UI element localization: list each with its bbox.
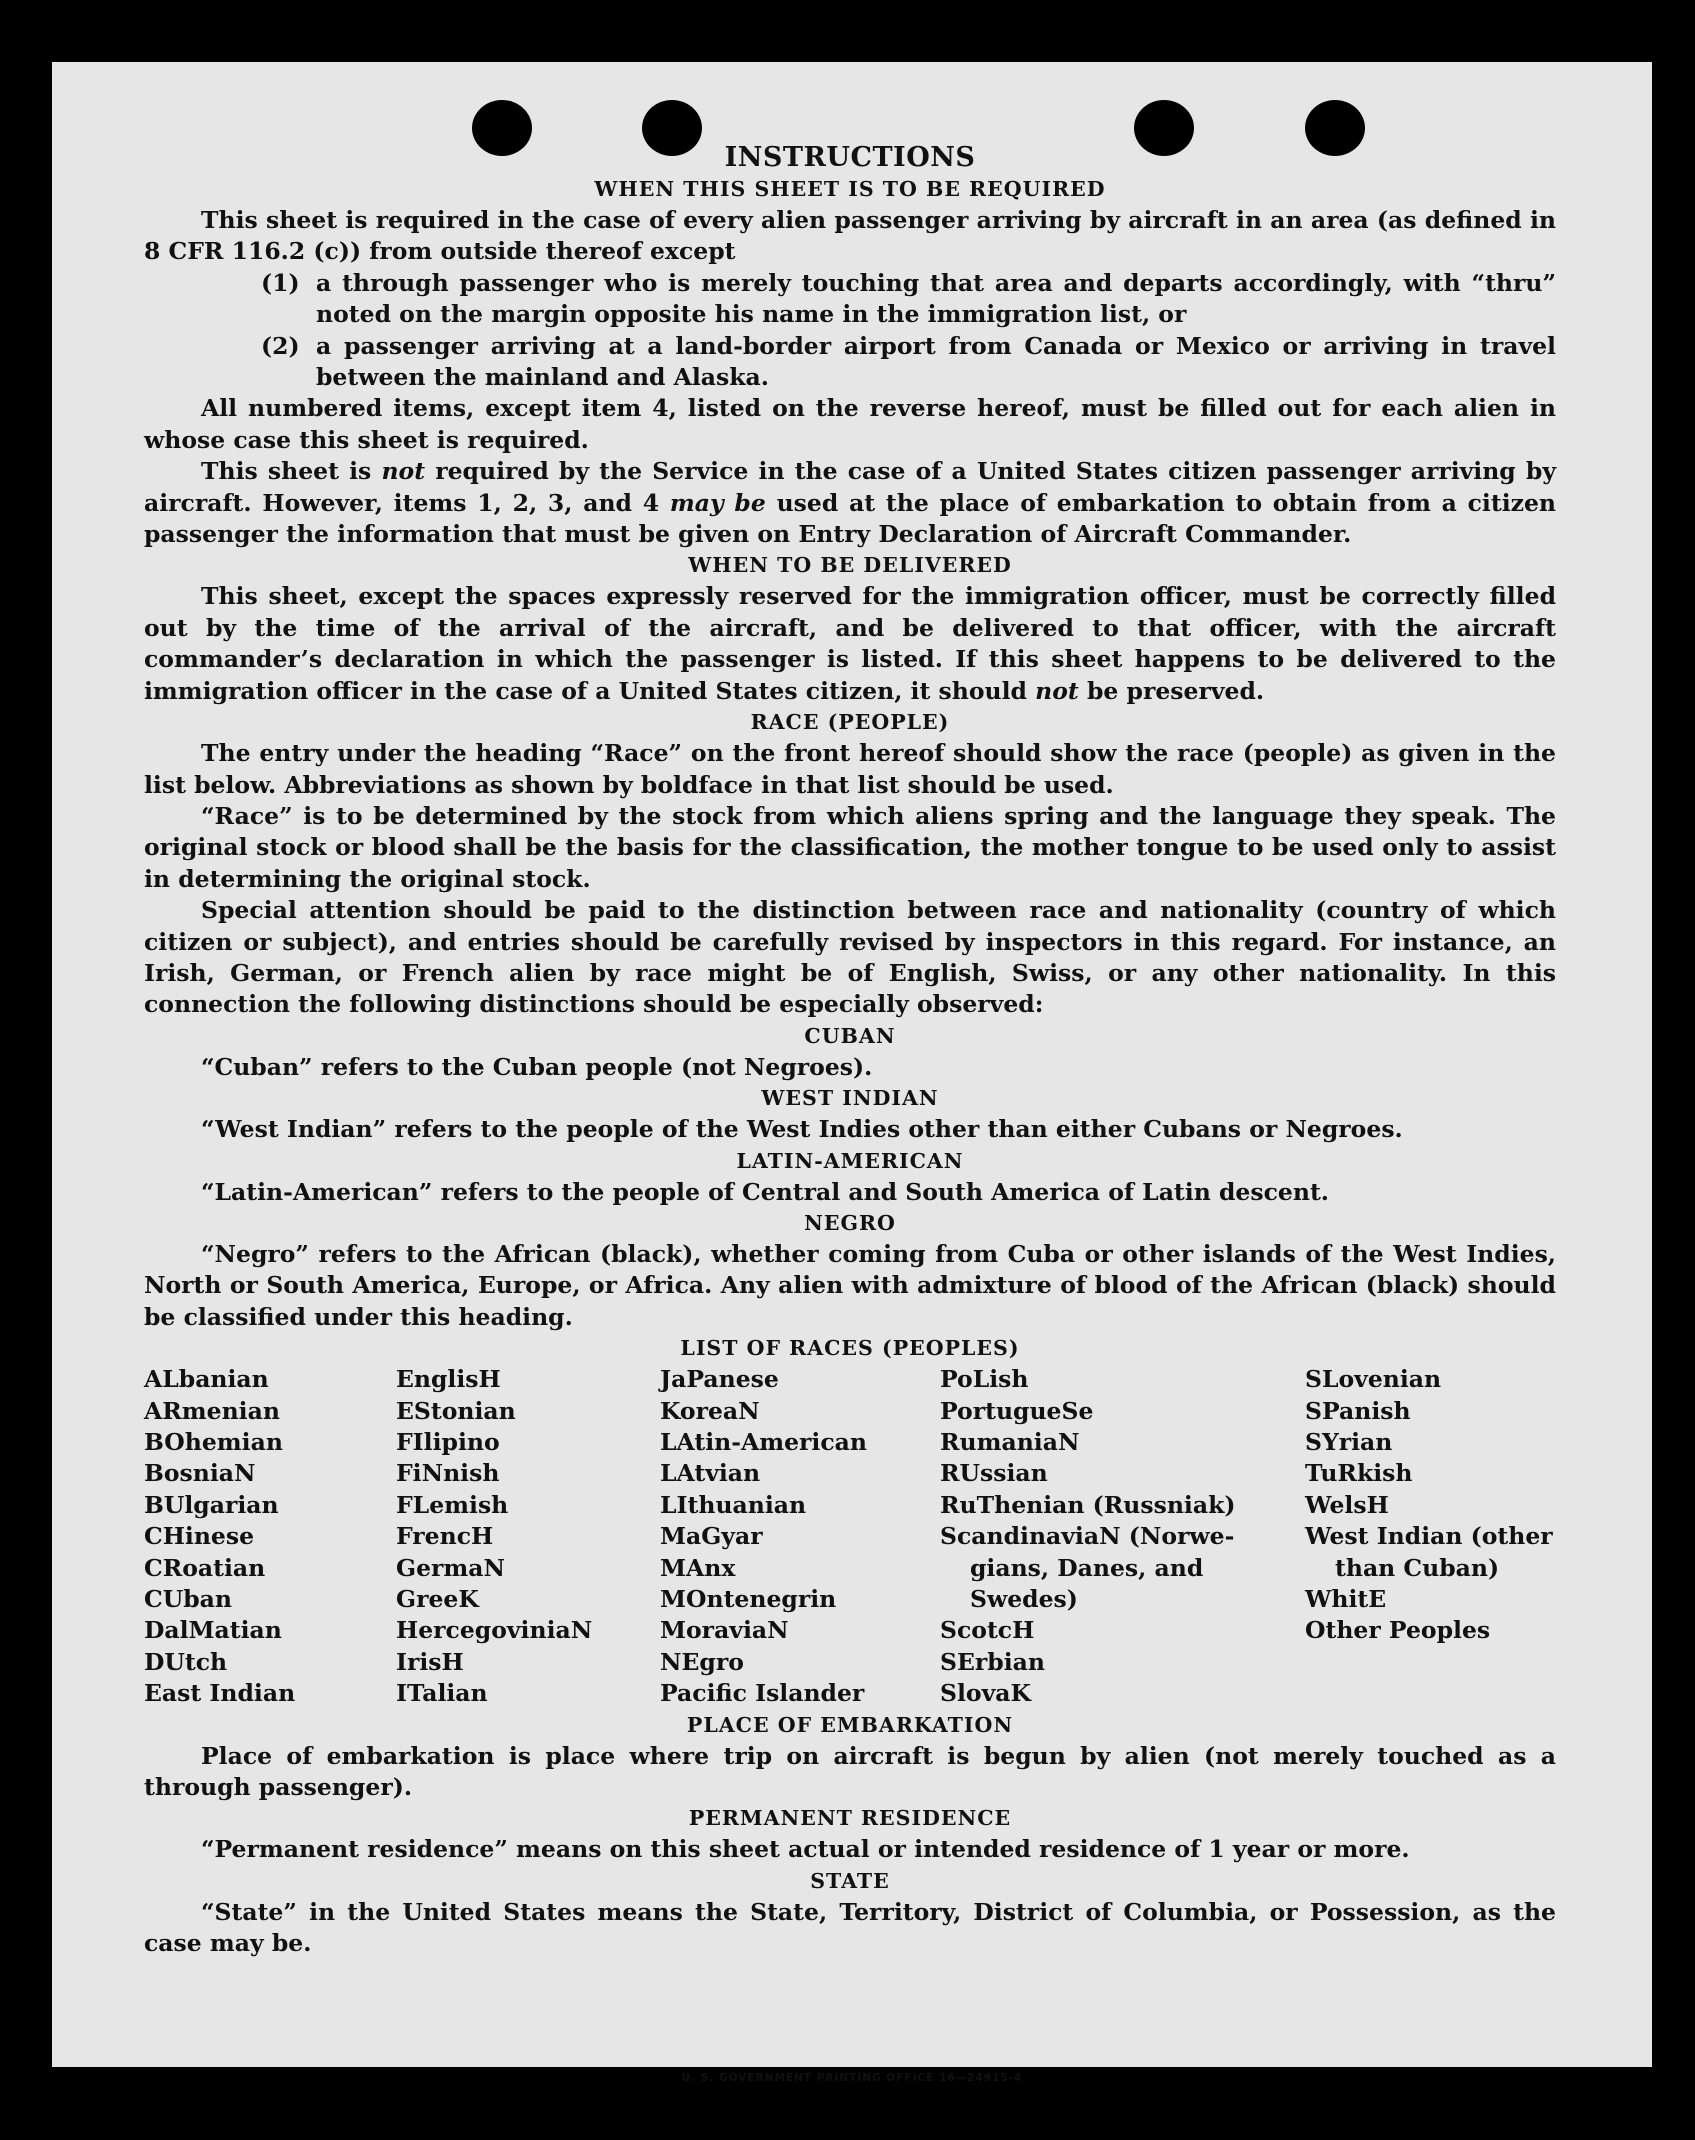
race-column [1305, 1364, 1556, 1709]
race-entry: BOhemian [144, 1428, 283, 1456]
race-entry: CUban [144, 1585, 232, 1614]
race-entry: GermaN [396, 1553, 505, 1582]
paragraph: The entry under the heading “Race” on the front hereof should show the race (people) as given in the list below. Abbreviations as shown by boldface in that list should be used. [144, 739, 1556, 799]
race-entry: West Indian (other [1305, 1522, 1553, 1551]
section-heading: WHEN TO BE DELIVERED [688, 553, 1012, 578]
race-entry: East Indian [144, 1679, 296, 1708]
race-entry: LAtin-American [660, 1428, 867, 1456]
race-entry: IrisH [396, 1647, 464, 1676]
race-entry: KoreaN [660, 1396, 760, 1425]
list-item: (1) a through passenger who is merely touching that area and departs accordingly, with “thru” noted on the margin opposite his name in the immigration list, or [261, 268, 1556, 329]
race-entry: BosniaN [144, 1459, 256, 1488]
race-entry: CHinese [144, 1522, 255, 1551]
race-entry: RUssian [940, 1459, 1048, 1488]
race-entry: SPanish [1305, 1396, 1411, 1425]
race-entry: ScandinaviaN (Norwe- [940, 1522, 1235, 1551]
race-entry: ITalian [396, 1679, 488, 1708]
printing-office-footer: U. S. GOVERNMENT PRINTING OFFICE 16—24915-4 [681, 2072, 1023, 2084]
race-entry: TuRkish [1305, 1459, 1413, 1488]
paragraph: “West Indian” refers to the people of the West Indies other than either Cubans or Negroes. [201, 1115, 1403, 1144]
race-entry: CRoatian [144, 1553, 266, 1582]
paragraph: “Cuban” refers to the Cuban people (not Negroes). [201, 1052, 873, 1081]
paragraph: This sheet is required in the case of every alien passenger arriving by aircraft in an area (as defined in 8 CFR 116.2 (c)) from outside thereof except [144, 206, 1556, 266]
instructions-content [144, 142, 1556, 1960]
race-entry: BUlgarian [144, 1490, 279, 1519]
race-column [144, 1364, 396, 1709]
race-entry: Pacific Islander [660, 1679, 865, 1708]
section-heading: PLACE OF EMBARKATION [686, 1712, 1014, 1737]
race-entry: gians, Danes, and [970, 1553, 1204, 1582]
section-heading: NEGRO [804, 1210, 896, 1235]
paragraph: “Permanent residence” means on this sheet actual or intended residence of 1 year or more. [201, 1835, 1410, 1864]
section-heading: LATIN-AMERICAN [736, 1148, 964, 1173]
race-entry: SErbian [940, 1647, 1045, 1676]
paragraph: “State” in the United States means the State, Territory, District of Columbia, or Possession, as the case may be. [144, 1897, 1556, 1958]
race-entry: WhitE [1305, 1585, 1387, 1614]
race-entry: ALbanian [144, 1365, 269, 1394]
race-entry: DUtch [144, 1647, 228, 1676]
race-entry: Swedes) [970, 1585, 1078, 1614]
paragraph: “Race” is to be determined by the stock from which aliens spring and the language they speak. The original stock or blood shall be the basis for the classification, the mother tongue to be used only to assist in determining the original stock. [144, 801, 1556, 893]
race-entry: MoraviaN [660, 1616, 789, 1645]
race-entry: ARmenian [144, 1396, 280, 1425]
race-entry: RumaniaN [940, 1428, 1080, 1456]
race-entry: JaPanese [660, 1365, 779, 1394]
race-entry: FrencH [396, 1522, 494, 1551]
race-entry: FLemish [396, 1490, 509, 1519]
race-entry: EnglisH [396, 1365, 501, 1394]
race-entry: EStonian [396, 1396, 516, 1425]
list-item: (2) a passenger arriving at a land-border airport from Canada or Mexico or arriving in travel between the mainland and Alaska. [261, 331, 1556, 392]
paragraph: All numbered items, except item 4, listed on the reverse hereof, must be filled out for each alien in whose case this sheet is required. [144, 394, 1556, 454]
race-entry: MOntenegrin [660, 1585, 837, 1614]
race-entry: RuThenian (Russniak) [940, 1490, 1236, 1519]
paragraph: “Latin-American” refers to the people of Central and South America of Latin descent. [201, 1177, 1329, 1206]
race-entry: PoLish [940, 1365, 1029, 1394]
paragraph: This sheet, except the spaces expressly reserved for the immigration officer, must be correctly filled out by the time of the arrival of the aircraft, and be delivered to that officer, with the aircraft commander’s declaration in which the passenger is listed. If this sheet happens to be delivered to the immigration officer in the case of a United States citizen, it should not be preserved. [144, 582, 1556, 705]
section-heading: PERMANENT RESIDENCE [688, 1806, 1012, 1831]
paragraph: Place of embarkation is place where trip on aircraft is begun by alien (not merely touched as a through passenger). [144, 1741, 1556, 1802]
paragraph: “Negro” refers to the African (black), whether coming from Cuba or other islands of the West Indies, North or South America, Europe, or Africa. Any alien with admixture of blood of the African (black) should be classified under this heading. [144, 1239, 1556, 1331]
page-title: INSTRUCTIONS [724, 142, 976, 173]
race-entry: WelsH [1305, 1490, 1389, 1519]
race-entry: NEgro [660, 1647, 744, 1676]
race-entry: FIlipino [396, 1428, 500, 1456]
document-sheet [52, 62, 1652, 2084]
race-column [940, 1364, 1305, 1709]
race-entry: SYrian [1305, 1428, 1393, 1456]
race-column [396, 1364, 660, 1709]
race-entry: SlovaK [940, 1679, 1031, 1708]
race-entry: GreeK [396, 1585, 479, 1614]
section-heading: WHEN THIS SHEET IS TO BE REQUIRED [594, 177, 1106, 201]
race-entry: ScotcH [940, 1616, 1035, 1645]
race-entry: HercegoviniaN [396, 1616, 593, 1645]
race-entry: PortugueSe [940, 1396, 1094, 1425]
section-heading: STATE [810, 1868, 890, 1893]
race-entry: LAtvian [660, 1459, 761, 1488]
section-heading: CUBAN [804, 1023, 896, 1048]
race-entry: Other Peoples [1305, 1616, 1491, 1645]
race-entry: than Cuban) [1335, 1553, 1500, 1582]
race-entry: SLovenian [1305, 1365, 1442, 1394]
paragraph: This sheet is not required by the Service in the case of a United States citizen passenger arriving by aircraft. However, items 1, 2, 3, and 4 may be used at the place of embarkation to obtain from a citizen passenger the information that must be given on Entry Declaration of Aircraft Commander. [144, 457, 1557, 549]
race-column [660, 1364, 940, 1709]
race-list [144, 1364, 1556, 1709]
paragraph: Special attention should be paid to the distinction between race and nationality (country of which citizen or subject), and entries should be carefully revised by inspectors in this regard. For instance, an Irish, German, or French alien by race might be of English, Swiss, or any other nationality. In this connection the following distinctions should be especially observed: [144, 896, 1556, 1019]
race-entry: LIthuanian [660, 1490, 807, 1519]
section-heading: WEST INDIAN [761, 1086, 939, 1111]
race-entry: DalMatian [144, 1616, 282, 1645]
race-entry: MaGyar [660, 1522, 763, 1551]
race-entry: MAnx [660, 1553, 736, 1582]
race-entry: FiNnish [396, 1459, 500, 1488]
section-heading: LIST OF RACES (PEOPLES) [680, 1336, 1020, 1361]
section-heading: RACE (PEOPLE) [750, 710, 950, 735]
